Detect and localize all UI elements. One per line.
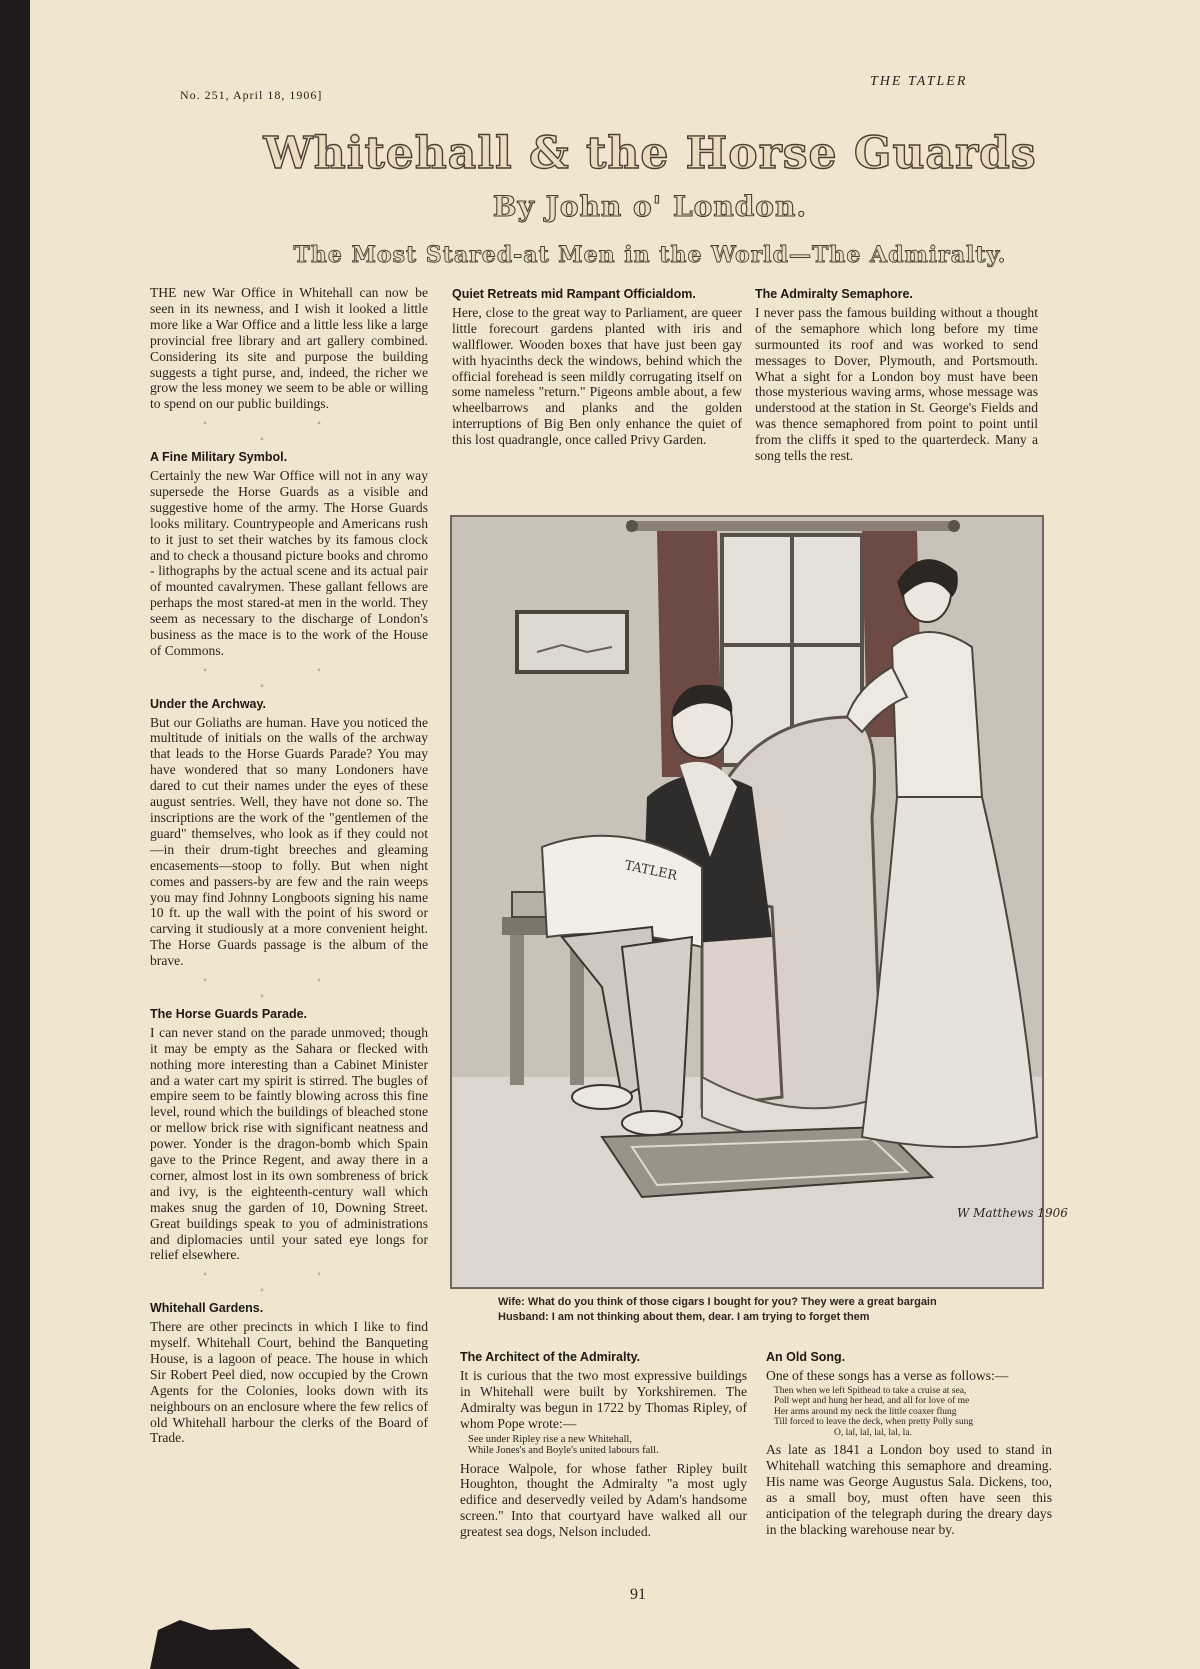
section-ornament: ◦ ◦ ◦ bbox=[203, 418, 375, 446]
verse-line: Then when we left Spithead to take a cruise at sea, bbox=[774, 1385, 967, 1396]
section-heading: The Horse Guards Parade. bbox=[150, 1006, 308, 1021]
section-ornament: ◦ ◦ ◦ bbox=[203, 664, 375, 692]
cartoon-caption bbox=[498, 1295, 1058, 1325]
verse-line: Her arms around my neck the little coaxer flung bbox=[774, 1406, 957, 1417]
section-body: Here, close to the great way to Parliament, are queer little forecourt gardens planted with iris and wallflower. Wooden boxes that have just been gay with hyacinths deck the windows, behind which the official forehead is seen mildly corrugating itself on some nameless "return." Pigeons amble about, a few wheelbarrows and planks and the golden interruptions of Big Ben only enhance the quiet of this lost quadrangle, once called Privy Garden. bbox=[452, 304, 742, 448]
quoted-verse bbox=[468, 1434, 747, 1457]
section-body: I never pass the famous building without a thought of the semaphore which long before my time surmounted its roof and was worked to send messages to Dover, Plymouth, and Portsmouth. What a sight for a London boy must have been those mysterious waving arms, whose message was understood at the station in St. George's Fields and was thence semaphored from point to point until from the cliffs it sped to the quarterdeck. Many a song tells the rest. bbox=[755, 304, 1038, 464]
column-3 bbox=[755, 287, 1038, 464]
section-ornament: ◦ ◦ ◦ bbox=[203, 975, 375, 1002]
article-title: Whitehall & the Horse Guards bbox=[263, 128, 1037, 179]
section-body: Certainly the new War Office will not in any way supersede the Horse Guards as a visible and suggestive home of the army. The Horse Guards looks military. Countrypeople and Americans rush to it just to set their watches by its famous clock and to check a thousand picture books and chromo - lithographs by the actual scene and its actual pair of mounted cavalrymen. These gallant fellows are perhaps the most stared-at men in the world. They seem as necessary to the discharge of London's business as the mace is to the work of the House of Commons. bbox=[150, 467, 428, 658]
section-ornament: ◦ ◦ ◦ bbox=[203, 1269, 375, 1297]
caption-husband: Husband: I am not thinking about them, dear. I am trying to forget them bbox=[498, 1311, 870, 1323]
section-body: Horace Walpole, for whose father Ripley built Houghton, thought the Admiralty "a most ugly edifice and deservedly veiled by Adam's handsome screen." Into that courtyard have walked all our greatest sea dogs, Nelson included. bbox=[460, 1460, 747, 1540]
verse-line: See under Ripley rise a new Whitehall, bbox=[468, 1433, 632, 1445]
verse-line: While Jones's and Boyle's united labours fall. bbox=[468, 1445, 659, 1457]
section-body: It is curious that the two most expressive buildings in Whitehall were built by Yorkshiremen. The Admiralty was begun in 1722 by Thomas Ripley, of whom Pope wrote:— bbox=[460, 1367, 747, 1431]
section-heading: Whitehall Gardens. bbox=[150, 1301, 264, 1316]
artist-signature: W Matthews 1906 bbox=[957, 1206, 1068, 1220]
article-byline: By John o' London. bbox=[492, 190, 808, 223]
section-heading: The Architect of the Admiralty. bbox=[460, 1350, 641, 1364]
issue-info: No. 251, April 18, 1906] bbox=[180, 88, 323, 102]
section-body: I can never stand on the parade unmoved; though it may be empty as the Sahara or flecked with nothing more interesting than a Cabinet Minister and a water cart my spirit is stirred. The bugles of empire seem to be faintly blowing across this fine level, round which the buildings of bleached stone or mellow brick rise with significant neatness and power. Yonder is the dragon-bomb which Spain gave to the Prince Regent, and away there in a corner, almost lost in its own sombreness of brick and ivy, is the eighteenth-century wall which makes snug the garden of 10, Downing Street. Great buildings speak to you of administrations and diplomacies until your sated eye longs for relief elsewhere. bbox=[150, 1024, 428, 1263]
section-heading: An Old Song. bbox=[766, 1350, 846, 1364]
torn-corner bbox=[140, 1600, 310, 1669]
section-body: One of these songs has a verse as follows:— bbox=[766, 1367, 1009, 1383]
verse-line: Poll wept and hung her head, and all for love of me bbox=[774, 1396, 970, 1407]
section-heading: Quiet Retreats mid Rampant Officialdom. bbox=[452, 287, 696, 301]
intro-paragraph: THE new War Office in Whitehall can now be seen in its newness, and I wish it looked a little more like a War Office and a little less like a large provincial free library and art gallery combined. Considering its site and purpose the building suggests a tight purse, and, indeed, the richer we grow the less money we seem to be able or willing to spend on our public buildings. bbox=[150, 285, 428, 412]
section-body: There are other precincts in which I like to find myself. Whitehall Court, behind the Banqueting House, is a lagoon of peace. The house in which Sir Robert Peel died, now occupied by the Crown Agents for the Colonies, looks down with its neighbours on an enclosure where the few relics of old Whitehall harbour the clerks of the Board of Trade. bbox=[150, 1319, 428, 1446]
section-heading: Under the Archway. bbox=[150, 696, 266, 711]
column-2 bbox=[452, 287, 742, 448]
newspaper-masthead: TATLER bbox=[623, 858, 679, 884]
section-heading: A Fine Military Symbol. bbox=[150, 450, 288, 465]
journal-name: THE TATLER bbox=[870, 74, 968, 89]
verse-line: O, lal, lal, lal, lal, la. bbox=[834, 1427, 912, 1438]
column-4 bbox=[460, 1350, 747, 1540]
quoted-verse bbox=[774, 1386, 1052, 1439]
magazine-page bbox=[30, 0, 1200, 1669]
article-subtitle: The Most Stared-at Men in the World—The Admiralty. bbox=[293, 242, 1007, 268]
column-1 bbox=[150, 285, 428, 1446]
cartoon-drawing bbox=[452, 517, 1068, 1287]
section-body: But our Goliaths are human. Have you noticed the multitude of initials on the walls of the archway that leads to the Horse Guards Parade? You may have wondered that so many Londoners have dared to cut their names under the eyes of these august sentries. Well, they have not done so. The inscriptions are the work of the "gentlemen of the guard" themselves, who look as if they could not—in their drum-tight breeches and gleaming encasements—stoop to folly. But when night comes and passers-by are few and the rain weeps you may find Johnny Longboots signing his name 10 ft. up the wall with the point of his sword or carving it studiously at a more convenient height. The Horse Guards passage is the album of the brave. bbox=[150, 714, 428, 969]
cartoon-illustration bbox=[450, 515, 1068, 1289]
page-number: 91 bbox=[630, 1586, 646, 1603]
caption-wife: Wife: What do you think of those cigars I bought for you? They were a great bargain bbox=[498, 1296, 937, 1308]
section-heading: The Admiralty Semaphore. bbox=[755, 287, 913, 301]
verse-line: Till forced to leave the deck, when pretty Polly sung bbox=[774, 1417, 974, 1428]
column-5 bbox=[766, 1350, 1052, 1538]
section-body: As late as 1841 a London boy used to stand in Whitehall watching this semaphore and dreaming. His name was George Augustus Sala. Dickens, too, as a small boy, must often have seen this anticipation of the telegraph during the dreary days in the blacking warehouse near by. bbox=[766, 1442, 1052, 1537]
